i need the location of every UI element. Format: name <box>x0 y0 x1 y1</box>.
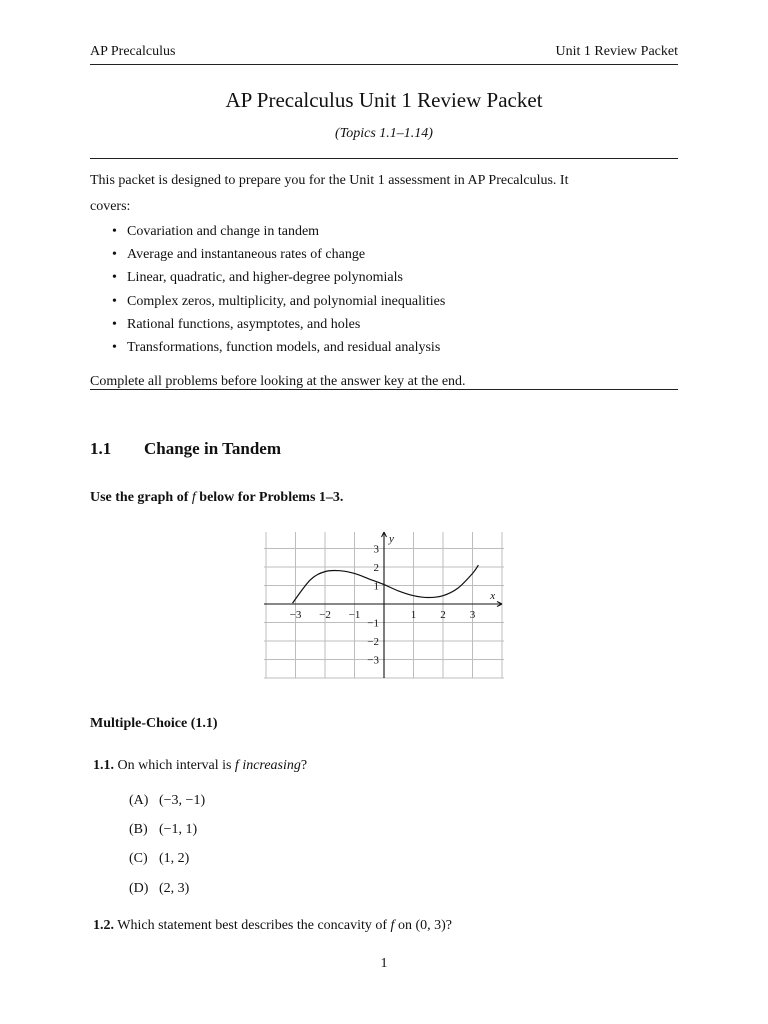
tick-labels <box>290 544 476 667</box>
section-title: Change in Tandem <box>144 439 281 458</box>
section-heading <box>90 439 281 459</box>
topics-list <box>112 224 445 363</box>
x-tick-label: −2 <box>319 609 331 621</box>
question-1-1: 1.1. On which interval is f increasing? <box>93 758 308 773</box>
intro-paragraph <box>90 168 690 220</box>
x-tick-label: 1 <box>410 609 417 621</box>
intro-rule <box>90 389 678 390</box>
intro-line-1: This packet is designed to prepare you for the Unit 1 assessment in AP Precalculus. It <box>90 173 569 188</box>
list-item: • Average and instantaneous rates of change <box>112 247 366 263</box>
section-number: 1.1 <box>90 439 112 458</box>
list-item: • Rational functions, asymptotes, and holes <box>112 316 361 332</box>
running-header-left: AP Precalculus <box>90 44 176 59</box>
x-axis-label: x <box>490 590 496 602</box>
x-tick-label: −1 <box>348 609 361 621</box>
question-1-2: 1.2. Which statement best describes the concavity of f on (0, 3)? <box>93 918 452 933</box>
axes <box>264 532 502 678</box>
question-number: 1.1. <box>93 758 114 773</box>
mc-heading: Multiple-Choice (1.1) <box>90 716 218 731</box>
running-header-right: Unit 1 Review Packet <box>555 44 678 59</box>
page-subtitle: (Topics 1.1–1.14) <box>335 126 433 141</box>
intro-line-2: covers: <box>90 199 131 214</box>
graph-instruction: Use the graph of f below for Problems 1–3. <box>90 490 344 505</box>
x-tick-label: 3 <box>469 609 476 621</box>
y-tick-label: −2 <box>367 636 379 648</box>
option-c[interactable]: (C) (1, 2) <box>129 851 190 866</box>
x-tick-label: −3 <box>289 609 302 621</box>
list-item: • Transformations, function models, and residual analysis <box>112 339 441 355</box>
function-graph <box>260 528 510 680</box>
option-a[interactable]: (A) (−3, −1) <box>129 793 206 808</box>
title-rule <box>90 158 678 159</box>
option-b[interactable]: (B) (−1, 1) <box>129 822 198 837</box>
list-item: • Linear, quadratic, and higher-degree polynomials <box>112 270 403 286</box>
page-title: AP Precalculus Unit 1 Review Packet <box>225 88 543 112</box>
y-axis-label: y <box>389 533 394 545</box>
header-rule <box>90 64 678 65</box>
list-item: • Covariation and change in tandem <box>112 224 320 239</box>
question-number: 1.2. <box>93 918 114 933</box>
curve <box>293 565 479 603</box>
x-tick-label: 2 <box>440 609 446 621</box>
y-tick-label: −1 <box>367 617 379 630</box>
y-tick-label: 1 <box>373 580 379 593</box>
closing-note: Complete all problems before looking at the answer key at the end. <box>90 374 466 389</box>
option-d[interactable]: (D) (2, 3) <box>129 881 190 896</box>
page-number: 1 <box>380 956 388 971</box>
y-tick-label: 2 <box>373 562 379 574</box>
series-f-line <box>293 565 479 603</box>
list-item: • Complex zeros, multiplicity, and polynomial inequalities <box>112 293 446 309</box>
y-tick-label: 3 <box>373 543 379 556</box>
y-tick-label: −3 <box>367 654 379 667</box>
